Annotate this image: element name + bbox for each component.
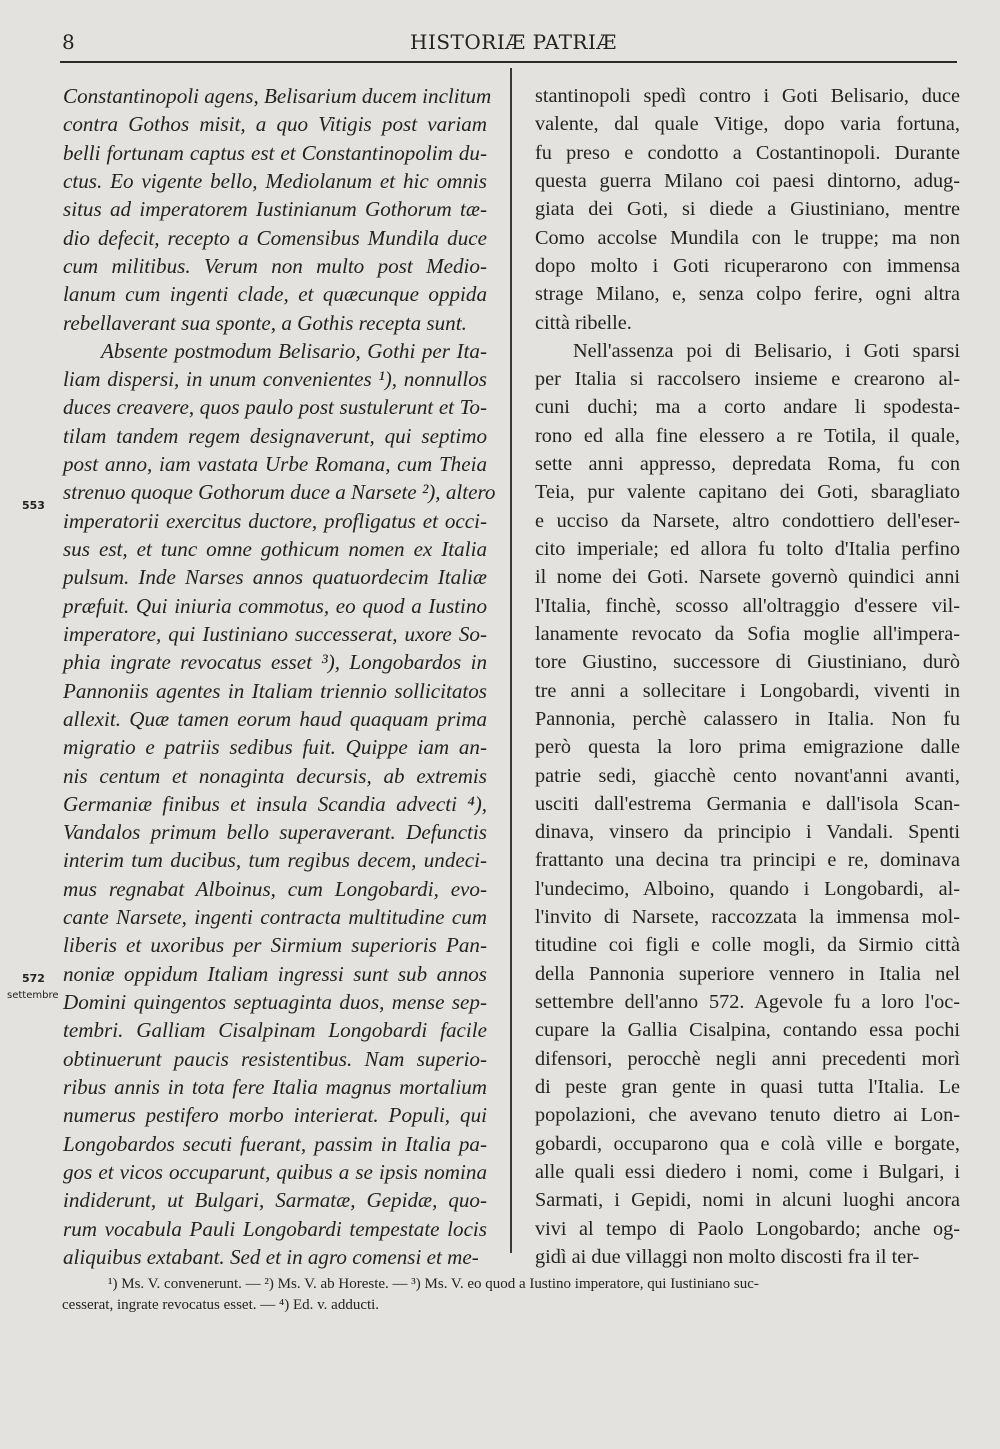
text-line: aliquibus extabant. Sed et in agro comensi et me-	[63, 1244, 479, 1269]
text-line: Como accolse Mundila con le truppe; ma non	[535, 226, 960, 249]
text-line: gobardi, occuparono qua e colà ville e borgate,	[535, 1132, 960, 1155]
text-line: Longobardos secuti fuerant, passim in Italia pa-	[63, 1131, 487, 1156]
text-line: difensori, perocchè negli anni precedenti morì	[535, 1047, 960, 1070]
text-line: ribus annis in tota fere Italia magnus mortalium	[63, 1074, 487, 1099]
text-line: della Pannonia superiore vennero in Italia nel	[535, 962, 960, 985]
text-line: sette anni appresso, depredata Roma, fu con	[535, 453, 960, 476]
text-line: post anno, iam vastata Urbe Romana, cum Theia	[63, 452, 487, 477]
text-line: alle quali essi diedero i nomi, come i Bulgari, i	[535, 1160, 960, 1183]
text-line: frattanto una decina tra principi e re, dominava	[535, 849, 960, 872]
text-line: nis centum et nonaginta decursis, ab extremis	[63, 763, 487, 788]
text-line: dopo molto i Goti ricuperarono con immensa	[535, 254, 960, 277]
footnote-line: cesserat, ingrate revocatus esset. — ⁴) Ed. v. adducti.	[62, 1297, 380, 1313]
text-line: tore Giustino, successore di Giustiniano, durò	[535, 651, 960, 674]
text-line: cante Narsete, ingenti contracta multitudine cum	[63, 905, 487, 930]
text-line: migratio e patriis sedibus fuit. Quippe iam an-	[63, 735, 487, 760]
text-line: e ucciso da Narsete, altro condottiero dell'eser-	[535, 509, 960, 532]
text-line: contra Gothos misit, a quo Vitigis post variam	[63, 112, 487, 137]
text-line: strenuo quoque Gothorum duce a Narsete ²), altero	[63, 480, 496, 505]
text-line: gidì ai due villaggi non molto discosti fra il ter-	[535, 1245, 920, 1268]
text-line: Vandalos primum bello superaverant. Defunctis	[63, 820, 487, 845]
text-line: interim tum ducibus, tum regibus decem, undeci-	[63, 848, 487, 873]
text-line: popolazioni, che avevano tenuto dietro ai Lon-	[535, 1104, 960, 1127]
text-line: Sarmati, i Gepidi, nomi in alcuni luoghi ancora	[535, 1189, 960, 1212]
text-line: Pannoniis agentes in Italiam triennio sollicitatos	[63, 678, 487, 703]
text-line: stantinopoli spedì contro i Goti Belisario, duce	[535, 85, 960, 107]
text-line: il nome dei Goti. Narsete governò quindici anni	[535, 566, 960, 589]
header-rule	[60, 61, 957, 63]
text-line: vivi al tempo di Paolo Longobardo; anche og-	[535, 1217, 960, 1240]
footnotes	[62, 1274, 962, 1316]
text-line: gos et vicos occuparunt, quibus a se ipsis nomina	[63, 1159, 487, 1184]
text-line: ctus. Eo vigente bello, Mediolanum et hic omnis	[63, 168, 487, 193]
text-line: giata dei Goti, si diede a Giustiniano, mentre	[535, 198, 960, 221]
text-line: rebellaverant sua sponte, a Gothis recepta sunt.	[63, 310, 467, 335]
text-line: fu preso e condotto a Costantinopoli. Durante	[535, 141, 960, 164]
text-line: dinava, vinsero da principio i Vandali. Spenti	[535, 821, 960, 844]
text-line: indiderunt, ut Bulgari, Sarmatæ, Gepidæ, quo-	[63, 1188, 487, 1213]
text-line: allexit. Quæ tamen eorum haud quaquam prima	[63, 706, 487, 731]
text-line: l'Italia, finchè, scosso all'oltraggio d'essere vil-	[535, 594, 960, 617]
text-line: patrie sedi, giacchè cento novant'anni avanti,	[535, 764, 960, 787]
text-line: tembri. Galliam Cisalpinam Longobardi facile	[63, 1018, 487, 1043]
text-line: lanum cum ingenti clade, et quæcunque oppida	[63, 282, 487, 307]
column-divider	[510, 68, 512, 1253]
text-line: città ribelle.	[535, 311, 632, 334]
footnote-line: ¹) Ms. V. convenerunt. — ²) Ms. V. ab Horeste. — ³) Ms. V. eo quod a Iustino imperatore, qui Iustiniano suc-	[108, 1276, 759, 1292]
text-line: cito imperiale; ed allora fu tolto d'Italia perfino	[535, 538, 960, 560]
margin-note-settembre: settembre	[7, 990, 59, 1001]
text-line: cum militibus. Verum non multo post Medio-	[63, 253, 487, 278]
text-line: sus est, et tunc omne gothicum nomen ex Italia	[63, 537, 487, 561]
text-line: duces creavere, quos paulo post sustulerunt et To-	[63, 395, 487, 420]
margin-note-553: 553	[22, 499, 45, 512]
text-line: cuni duchi; ma a corto andare li spodesta-	[535, 396, 960, 419]
text-line: Pannonia, perchè calassero in Italia. Non fu	[535, 707, 960, 730]
text-line: tre anni a sollecitare i Longobardi, viventi in	[535, 679, 960, 702]
text-line: di peste gran gente in quasi tutta l'Italia. Le	[535, 1075, 960, 1098]
text-line: numerus pestifero morbo interierat. Populi, qui	[63, 1103, 487, 1128]
text-line: obtinuerunt paucis resistentibus. Nam superio-	[63, 1046, 487, 1071]
text-line: settembre dell'anno 572. Agevole fu a loro l'oc-	[535, 991, 960, 1013]
text-line: Constantinopoli agens, Belisarium ducem inclitum	[63, 84, 492, 108]
running-title: HISTORIÆ PATRIÆ	[410, 30, 617, 54]
text-line: usciti dall'estrema Germania e dall'isola Scan-	[535, 792, 960, 815]
text-line: rono ed alla fine elessero a re Totila, il quale,	[535, 424, 960, 447]
text-line: imperatorii exercitus ductore, profligatus et occi-	[63, 508, 487, 533]
text-line: Absente postmodum Belisario, Gothi per Ita-	[101, 338, 487, 363]
page-number: 8	[62, 30, 75, 54]
margin-note-572: 572	[22, 972, 45, 985]
text-line: pulsum. Inde Narses annos quatuordecim Italiæ	[63, 565, 487, 590]
text-line: valente, dal quale Vitige, dopo varia fortuna,	[535, 113, 960, 136]
text-line: præfuit. Qui iniuria commotus, eo quod a Iustino	[63, 593, 487, 618]
text-line: Teia, pur valente capitano dei Goti, sbaragliato	[535, 481, 960, 504]
text-line: noniæ oppidum Italiam ingressi sunt sub annos	[63, 961, 487, 986]
text-line: lanamente revocato da Sofia moglie all'impera-	[535, 622, 960, 645]
text-line: phia ingrate revocatus esset ³), Longobardos in	[63, 650, 487, 675]
text-line: questa guerra Milano coi paesi dintorno, adug-	[535, 169, 960, 192]
text-line: liam dispersi, in unum convenientes ¹), nonnullos	[63, 367, 487, 392]
text-line: dio defecit, recepto a Comensibus Mundila duce	[63, 225, 487, 250]
text-line: l'undecimo, Alboino, quando i Longobardi, al-	[535, 877, 960, 900]
text-line: titudine coi figli e colle mogli, da Sirmio città	[535, 934, 960, 957]
text-line: per Italia si raccolsero insieme e crearono al-	[535, 368, 960, 391]
text-line: strage Milano, e, senza colpo ferire, ogni altra	[535, 283, 960, 306]
text-line: imperatore, qui Iustiniano successerat, uxore So-	[63, 621, 487, 646]
text-line: liberis et uxoribus per Sirmium superioris Pan-	[63, 933, 487, 958]
latin-column	[63, 82, 496, 1271]
text-line: l'invito di Narsete, raccozzata la immensa mol-	[535, 906, 960, 929]
text-line: belli fortunam captus est et Constantinopolim du-	[63, 140, 487, 165]
text-line: Germaniæ finibus et insula Scandia advecti ⁴),	[63, 791, 487, 816]
text-line: cupare la Gallia Cisalpina, contando essa pochi	[535, 1019, 960, 1042]
text-line: Nell'assenza poi di Belisario, i Goti sparsi	[573, 339, 960, 362]
text-line: tilam tandem regem designaverunt, qui septimo	[63, 423, 487, 448]
text-line: rum vocabula Pauli Longobardi tempestate locis	[63, 1216, 487, 1241]
italian-column	[535, 82, 960, 1271]
text-line: situs ad imperatorem Iustinianum Gothorum tæ-	[63, 197, 487, 222]
text-line: Domini quingentos septuaginta duos, mense sep-	[63, 990, 487, 1014]
text-line: però questa la loro prima emigrazione dalle	[535, 736, 960, 759]
text-line: mus regnabat Alboinus, cum Longobardi, evo-	[63, 876, 487, 901]
